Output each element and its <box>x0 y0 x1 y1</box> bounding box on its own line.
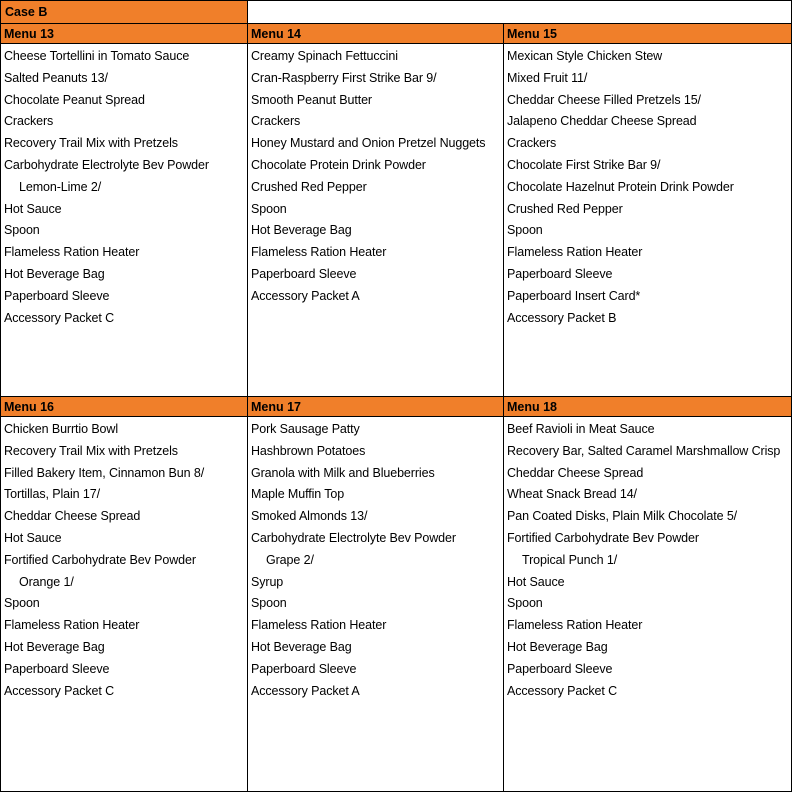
menu-item: Smoked Almonds 13/ <box>251 509 368 524</box>
menu-item: Cheese Tortellini in Tomato Sauce <box>4 49 190 63</box>
menu-item: Crackers <box>507 136 557 151</box>
menu-item: Accessory Packet B <box>507 310 617 325</box>
menu-item: Tortillas, Plain 17/ <box>4 487 100 502</box>
menu-item: Cheddar Cheese Filled Pretzels 15/ <box>507 92 701 107</box>
menu-item: Flameless Ration Heater <box>251 618 387 633</box>
menu-item: Recovery Trail Mix with Pretzels <box>4 136 178 151</box>
menu-item: Chocolate Hazelnut Protein Drink Powder <box>507 179 734 194</box>
menu-item: Crackers <box>251 114 301 129</box>
menu-item-list <box>504 417 791 702</box>
menu-item: Fortified Carbohydrate Bev Powder <box>4 552 196 567</box>
menu-item: Flameless Ration Heater <box>251 245 387 260</box>
menu-item: Paperboard Insert Card* <box>507 288 641 303</box>
menu-item: Paperboard Sleeve <box>4 661 110 676</box>
menu-item: Flameless Ration Heater <box>507 245 643 260</box>
menu-cell <box>503 397 792 792</box>
menu-cell <box>503 24 792 397</box>
menu-item: Syrup <box>251 574 284 589</box>
menu-item: Accessory Packet A <box>251 683 360 698</box>
menu-item: Maple Muffin Top <box>251 487 345 502</box>
menu-item: Spoon <box>4 596 40 611</box>
menu-item: Salted Peanuts 13/ <box>4 70 108 85</box>
menu-item: Carbohydrate Electrolyte Bev Powder <box>251 530 456 545</box>
menu-item: Hot Beverage Bag <box>251 639 352 654</box>
menu-header: Menu 18 <box>504 397 791 417</box>
menu-item: Flameless Ration Heater <box>507 618 643 633</box>
menu-item: Orange 1/ <box>19 574 74 589</box>
menu-item: Granola with Milk and Blueberries <box>251 465 435 480</box>
menu-item: Fortified Carbohydrate Bev Powder <box>507 530 699 545</box>
menu-item: Tropical Punch 1/ <box>522 552 618 567</box>
menu-item: Crushed Red Pepper <box>507 201 623 216</box>
menu-item-list <box>1 417 247 702</box>
menu-item: Hot Sauce <box>4 201 62 216</box>
menu-item: Smooth Peanut Butter <box>251 92 372 107</box>
menu-item: Mexican Style Chicken Stew <box>507 49 663 63</box>
menu-item: Jalapeno Cheddar Cheese Spread <box>507 114 697 129</box>
menu-item: Lemon-Lime 2/ <box>19 179 102 194</box>
menu-header: Menu 17 <box>248 397 503 417</box>
menu-item: Cheddar Cheese Spread <box>4 509 141 524</box>
menu-item: Hashbrown Potatoes <box>251 443 366 458</box>
menu-item: Spoon <box>251 596 287 611</box>
menu-item: Spoon <box>251 201 287 216</box>
menu-item: Pork Sausage Patty <box>251 422 360 436</box>
menu-cell <box>247 397 503 792</box>
menu-item: Grape 2/ <box>266 552 314 567</box>
case-title: Case B <box>1 1 248 23</box>
menu-item: Accessory Packet C <box>4 310 115 325</box>
menu-item: Spoon <box>4 223 40 238</box>
menu-item: Hot Beverage Bag <box>251 223 352 238</box>
menu-item-list <box>504 44 791 329</box>
menu-item: Spoon <box>507 223 543 238</box>
menu-item: Spoon <box>507 596 543 611</box>
menu-item: Hot Beverage Bag <box>4 639 105 654</box>
menu-item: Paperboard Sleeve <box>4 288 110 303</box>
menu-item: Mixed Fruit 11/ <box>507 70 588 85</box>
menu-item: Beef Ravioli in Meat Sauce <box>507 422 655 436</box>
menu-item: Paperboard Sleeve <box>507 266 613 281</box>
menu-item: Accessory Packet A <box>251 288 360 303</box>
menu-item: Chocolate Peanut Spread <box>4 92 145 107</box>
menu-item: Filled Bakery Item, Cinnamon Bun 8/ <box>4 465 205 480</box>
menu-item: Crushed Red Pepper <box>251 179 367 194</box>
menu-row-top <box>0 24 792 397</box>
menu-item: Hot Sauce <box>507 574 565 589</box>
case-row <box>0 0 792 24</box>
menu-header: Menu 16 <box>1 397 247 417</box>
menu-item: Crackers <box>4 114 54 129</box>
menu-item: Paperboard Sleeve <box>507 661 613 676</box>
menu-item-list <box>1 44 247 329</box>
menu-item-list <box>248 44 503 308</box>
menu-cell <box>247 24 503 397</box>
menu-item: Hot Sauce <box>4 530 62 545</box>
menu-item: Hot Beverage Bag <box>4 266 105 281</box>
menu-item: Flameless Ration Heater <box>4 618 140 633</box>
menu-item: Wheat Snack Bread 14/ <box>507 487 637 502</box>
menu-item: Chicken Burrtio Bowl <box>4 422 119 436</box>
menu-item: Honey Mustard and Onion Pretzel Nuggets <box>251 136 486 151</box>
menu-item: Recovery Trail Mix with Pretzels <box>4 443 178 458</box>
menu-item: Flameless Ration Heater <box>4 245 140 260</box>
menu-item: Chocolate First Strike Bar 9/ <box>507 157 661 172</box>
menu-cell <box>0 24 247 397</box>
menu-row-bottom <box>0 397 792 792</box>
menu-item: Accessory Packet C <box>4 683 115 698</box>
menu-item: Cheddar Cheese Spread <box>507 465 644 480</box>
menu-item: Pan Coated Disks, Plain Milk Chocolate 5/ <box>507 509 738 524</box>
menu-item: Carbohydrate Electrolyte Bev Powder <box>4 157 209 172</box>
menu-cell <box>0 397 247 792</box>
menu-item: Accessory Packet C <box>507 683 618 698</box>
menu-header: Menu 13 <box>1 24 247 44</box>
menu-header: Menu 15 <box>504 24 791 44</box>
menu-item: Creamy Spinach Fettuccini <box>251 49 398 63</box>
menu-header: Menu 14 <box>248 24 503 44</box>
menu-item: Recovery Bar, Salted Caramel Marshmallow Crisp <box>507 443 781 458</box>
menu-item: Chocolate Protein Drink Powder <box>251 157 426 172</box>
menu-item: Paperboard Sleeve <box>251 266 357 281</box>
menu-item: Cran-Raspberry First Strike Bar 9/ <box>251 70 437 85</box>
menu-item: Hot Beverage Bag <box>507 639 608 654</box>
menu-item: Paperboard Sleeve <box>251 661 357 676</box>
menu-item-list <box>248 417 503 702</box>
